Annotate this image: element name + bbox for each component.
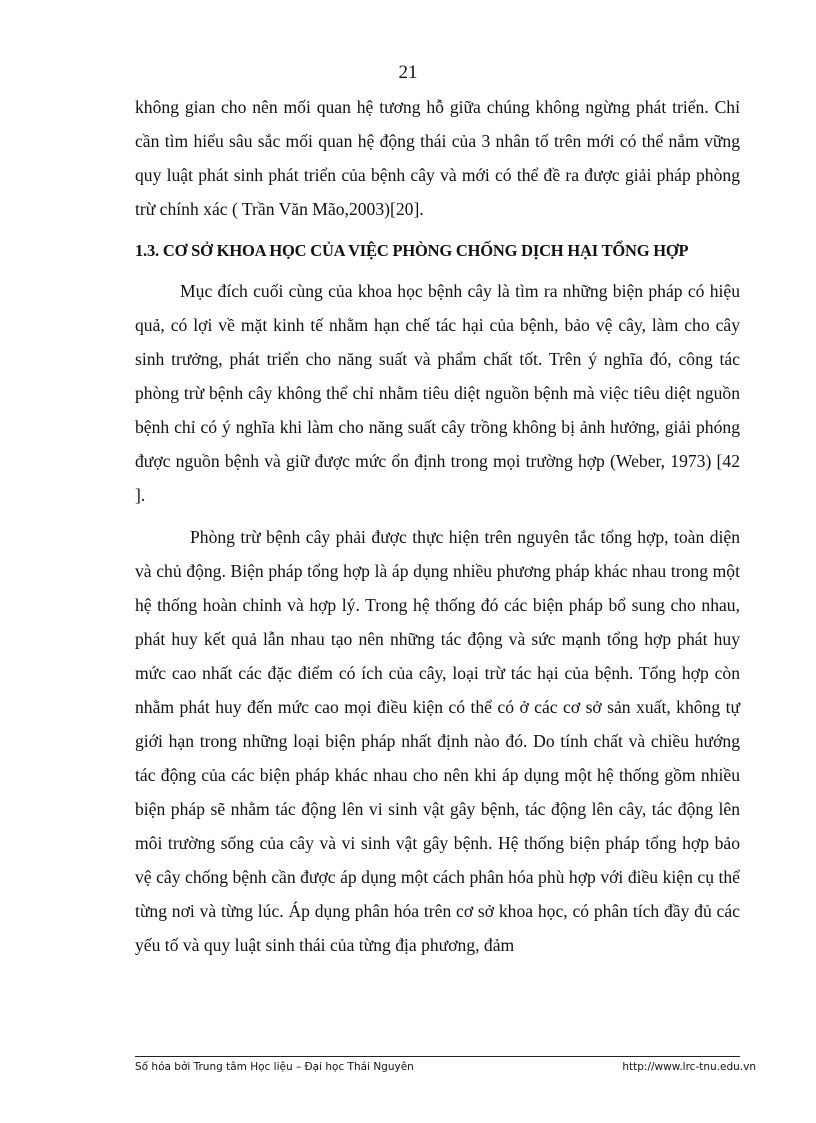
continuation-paragraph: không gian cho nên mối quan hệ tương hỗ giữa chúng không ngừng phát triển. Chỉ cần tìm hiểu sâu sắc mối quan hệ động thái của 3 nhân tố trên mới có thể nắm vững quy luật phát sinh phát triển của bệnh cây và mới có thể đề ra được giải pháp phòng trừ chính xác ( Trần Văn Mão,2003)[20].	[135, 97, 740, 219]
footer-source: Số hóa bởi Trung tâm Học liệu – Đại học Thái Nguyên	[135, 1061, 414, 1073]
footer-url: http://www.lrc-tnu.edu.vn	[622, 1061, 756, 1073]
document-body	[135, 90, 740, 962]
paragraph-integrated-control: Phòng trừ bệnh cây phải được thực hiện trên nguyên tắc tổng hợp, toàn diện và chủ động. Biện pháp tổng hợp là áp dụng nhiều phương pháp khác nhau trong một hệ thống hoàn chỉnh và hợp lý. Trong hệ thống đó các biện pháp bổ sung cho nhau, phát huy kết quả lẫn nhau tạo nên những tác động và sức mạnh tổng hợp phát huy mức cao nhất các đặc điểm có ích của cây, loại trừ tác hại của bệnh. Tổng hợp còn nhằm phát huy đến mức cao mọi điều kiện có thể có ở các cơ sở sản xuất, không tự giới hạn trong những loại biện pháp nhất định nào đó. Do tính chất và chiều hướng tác động của các biện pháp khác nhau cho nên khi áp dụng một hệ thống gồm nhiều biện pháp sẽ nhằm tác động lên vi sinh vật gây bệnh, tác động lên cây, tác động lên môi trường sống của cây và vi sinh vật gây bệnh. Hệ thống biện pháp tổng hợp bảo vệ cây chống bệnh cần được áp dụng một cách phân hóa phù hợp với điều kiện cụ thể từng nơi và từng lúc. Áp dụng phân hóa trên cơ sở khoa học, có phân tích đầy đủ các yếu tố và quy luật sinh thái của từng địa phương, đảm	[135, 527, 740, 955]
footer-divider	[135, 1056, 740, 1057]
paragraph-purpose: Mục đích cuối cùng của khoa học bệnh cây là tìm ra những biện pháp có hiệu quả, có lợi về mặt kinh tế nhằm hạn chế tác hại của bệnh, bảo vệ cây, làm cho cây sinh trưởng, phát triển cho năng suất và phẩm chất tốt. Trên ý nghĩa đó, công tác phòng trừ bệnh cây không thể chỉ nhằm tiêu diệt nguồn bệnh mà việc tiêu diệt nguồn bệnh chỉ có ý nghĩa khi làm cho năng suất cây trồng không bị ảnh hưởng, giải phóng được nguồn bệnh và giữ được mức ổn định trong mọi trường hợp (Weber, 1973) [42 ].	[135, 281, 740, 505]
section-heading: 1.3. CƠ SỞ KHOA HỌC CỦA VIỆC PHÒNG CHỐNG DỊCH HẠI TỔNG HỢP	[135, 241, 689, 260]
page-number: 21	[398, 62, 418, 83]
